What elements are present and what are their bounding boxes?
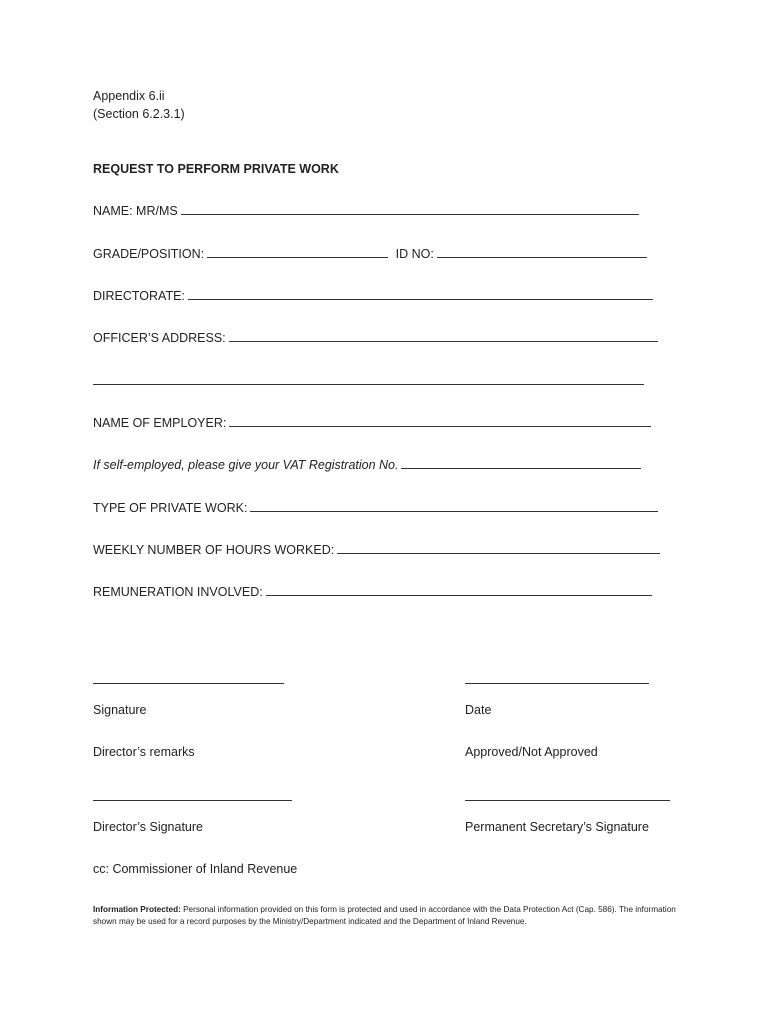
directors-remarks-label: Director’s remarks [93, 745, 195, 759]
hours-label: WEEKLY NUMBER OF HOURS WORKED: [93, 543, 335, 557]
date-label: Date [465, 703, 492, 717]
employer-field [93, 416, 651, 430]
directorate-input-line[interactable] [188, 289, 653, 300]
address-continuation-line[interactable] [93, 374, 644, 385]
ps-signature-line-wrap [465, 790, 670, 804]
directors-signature-input-line[interactable] [93, 790, 292, 801]
form-title: REQUEST TO PERFORM PRIVATE WORK [93, 162, 339, 176]
cc-line: cc: Commissioner of Inland Revenue [93, 862, 298, 876]
id-no-input-line[interactable] [437, 247, 647, 258]
grade-input-line[interactable] [207, 247, 388, 258]
address-field [93, 331, 658, 345]
date-input-line[interactable] [465, 673, 649, 684]
hours-input-line[interactable] [337, 543, 660, 554]
address-continuation-field [93, 374, 644, 388]
directors-signature-line-wrap [93, 790, 292, 804]
address-input-line[interactable] [229, 331, 658, 342]
data-protection-notice [93, 904, 683, 928]
approval-label: Approved/Not Approved [465, 745, 598, 759]
vat-input-line[interactable] [401, 458, 641, 469]
vat-label: If self-employed, please give your VAT Registration No. [93, 458, 399, 472]
work-type-field [93, 501, 658, 515]
date-line-wrap [465, 673, 649, 687]
directors-signature-label: Director’s Signature [93, 820, 204, 834]
name-input-line[interactable] [181, 204, 639, 215]
remuneration-field [93, 585, 652, 599]
remuneration-input-line[interactable] [266, 585, 652, 596]
section-label: (Section 6.2.3.1) [93, 107, 185, 121]
remuneration-label: REMUNERATION INVOLVED: [93, 585, 263, 599]
signature-label: Signature [93, 703, 147, 717]
grade-label: GRADE/POSITION: [93, 247, 205, 261]
ps-signature-label: Permanent Secretary’s Signature [465, 820, 649, 834]
name-field [93, 204, 639, 218]
notice-text: Personal information provided on this form is protected and used in accordance with the Data Protection Act (Cap. 586). The information shown may be used for a record purposes by the Ministry/Department indicated and the Department of Inland Revenue. [93, 905, 676, 926]
hours-field [93, 543, 660, 557]
vat-field [93, 458, 641, 472]
signature-line-wrap [93, 673, 284, 687]
directorate-field [93, 289, 653, 303]
appendix-label: Appendix 6.ii [93, 89, 165, 103]
employer-input-line[interactable] [229, 416, 651, 427]
address-label: OFFICER’S ADDRESS: [93, 331, 226, 345]
work-type-input-line[interactable] [250, 501, 658, 512]
work-type-label: TYPE OF PRIVATE WORK: [93, 501, 248, 515]
directorate-label: DIRECTORATE: [93, 289, 185, 303]
grade-id-field [93, 247, 647, 261]
ps-signature-input-line[interactable] [465, 790, 670, 801]
id-no-label: ID NO: [395, 247, 434, 261]
signature-input-line[interactable] [93, 673, 284, 684]
employer-label: NAME OF EMPLOYER: [93, 416, 227, 430]
name-label: NAME: MR/MS [93, 204, 178, 218]
notice-label: Information Protected: [93, 905, 181, 914]
